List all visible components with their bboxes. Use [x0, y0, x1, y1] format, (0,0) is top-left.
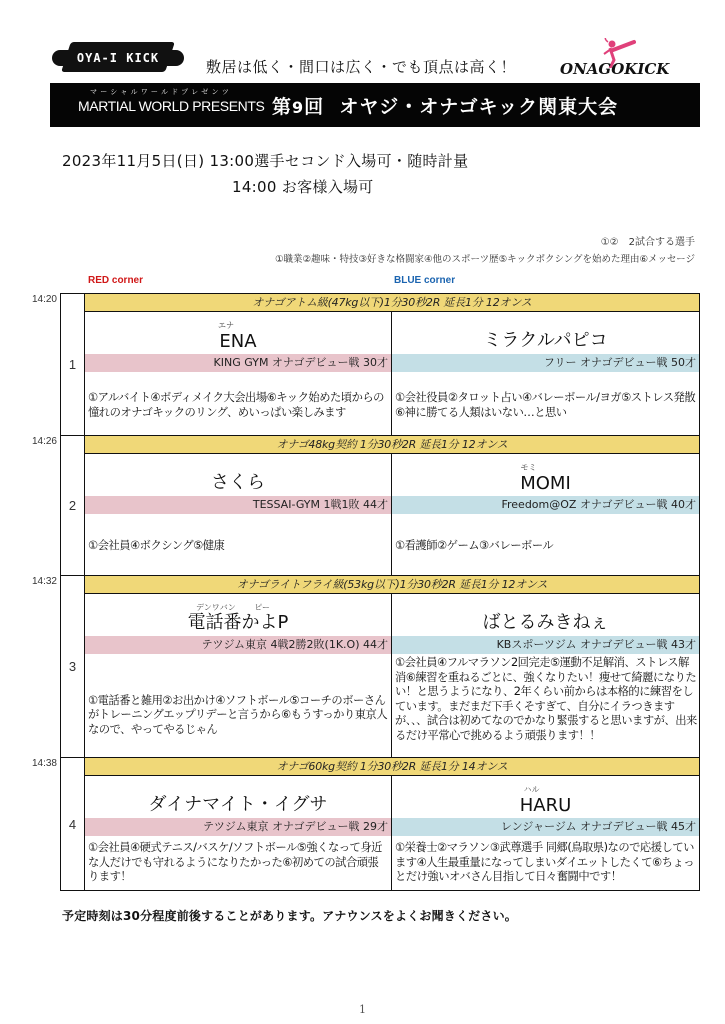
fighter-info: TESSAI-GYM 1戦1敗 44才	[85, 496, 391, 514]
event-title-bar	[50, 83, 700, 127]
fighter-ruby: モミ	[520, 463, 537, 472]
bout-content	[85, 436, 699, 575]
bout-corners	[85, 594, 699, 757]
fighter-name-block	[392, 594, 699, 636]
fighter-profile-text: ①アルバイト④ボディメイク大会出場⑥キック始めた頃からの憧れのオナゴキックのリング、めいっぱい楽しみます	[88, 391, 384, 419]
bout-rule: オナゴライトフライ級(53kg以下)1分30秒2R 延長1分 12オンス	[85, 576, 699, 594]
bout-content	[85, 758, 699, 890]
page-number: 1	[359, 1003, 366, 1016]
event-title	[272, 92, 618, 119]
presenter: MARTIAL WORLD PRESENTS	[78, 98, 265, 114]
fighter-info: フリー オナゴデビュー戦 50才	[392, 354, 699, 372]
fighter-profile	[85, 836, 391, 890]
fighter-profile	[85, 372, 391, 435]
bout-time: 14:38	[31, 758, 57, 769]
bout-number: 3	[61, 576, 85, 757]
bout-corners	[85, 454, 699, 575]
fighter-profile	[392, 654, 699, 757]
fighter-profile-text: ①会社員④硬式テニス/バスケ/ソフトボール⑤強くなって身近な人だけでも守れるようになりたかった⑥初めての試合頑張ります！	[88, 841, 382, 884]
bout-row	[31, 576, 699, 758]
bout-row	[31, 294, 699, 436]
fighter-profile	[392, 514, 699, 575]
fighter-profile-text: ①電話番と雑用②お出かけ④ソフトボール⑤コーチのボーさんがトレーニングエップリデーと言うから⑥もうすっかり東京人なので、やってやるじゃん	[88, 693, 388, 736]
onago-kick-logo-text	[560, 60, 669, 78]
bout-content	[85, 576, 699, 757]
blue-corner-fighter	[392, 454, 699, 575]
red-corner-fighter	[85, 594, 392, 757]
fighter-ruby: エナ	[218, 321, 234, 330]
fighter-name-block	[85, 454, 391, 496]
fighter-info: レンジャージム オナゴデビュー戦 45才	[392, 818, 699, 836]
edition-suffix: 回	[304, 96, 325, 118]
blue-corner-fighter	[392, 594, 699, 757]
blue-corner-fighter	[392, 776, 699, 890]
fighter-name-block	[85, 594, 391, 636]
bout-rule: オナゴ48kg契約 1分30秒2R 延長1分 12オンス	[85, 436, 699, 454]
profile-legend: ①職業②趣味・特技③好きな格闘家④他のスポーツ歴⑤キックボクシングを始めた理由⑥メッセージ	[274, 254, 695, 265]
fighter-name-block	[85, 776, 391, 818]
bout-time: 14:26	[31, 436, 57, 447]
bout-card-table	[31, 293, 700, 891]
fighter-info: KING GYM オナゴデビュー戦 30才	[85, 354, 391, 372]
blue-corner-fighter	[392, 312, 699, 435]
fighter-ruby: ハル	[523, 785, 540, 794]
fighter-name-block	[392, 312, 699, 354]
bout-rule: オナゴ60kg契約 1分30秒2R 延長1分 14オンス	[85, 758, 699, 776]
fighter-profile-text: ①会社役員②タロット占い④バレーボール/ヨガ⑤ストレス発散⑥神に勝てる人類はいない…と思い	[395, 391, 696, 419]
tagline: 敷居は低く・間口は広く・でも頂点は高く！	[206, 58, 517, 76]
doors-open-line: 14:00 お客様入場可	[232, 178, 374, 196]
fighter-info: Freedom@OZ オナゴデビュー戦 40才	[392, 496, 699, 514]
fighter-name-block	[392, 454, 699, 496]
bout-time: 14:32	[31, 576, 57, 587]
event-date-line: 2023年11月5日(日) 13:00選手セコンド入場可・随時計量	[62, 152, 469, 170]
fighter-name-block	[85, 312, 391, 354]
oyaji-kick-logo-text: OYA-I KICK	[76, 51, 160, 65]
bout-rule: オナゴアトム級(47kg以下)1分30秒2R 延長1分 12オンス	[85, 294, 699, 312]
bout-row	[31, 436, 699, 576]
fighter-profile-text: ①会社員④ボクシング⑤健康	[88, 539, 225, 553]
fighter-name-block	[392, 776, 699, 818]
fighter-ruby: デンワバン ピー	[195, 603, 271, 612]
double-bout-note: ①② 2試合する選手	[600, 237, 695, 248]
fighter-name: HARU	[519, 795, 572, 816]
fighter-name: ばとるみきねぇ	[482, 612, 609, 633]
fighter-name: ダイナマイト・イグサ	[148, 794, 328, 815]
fighter-name: さくら	[211, 472, 265, 493]
red-corner-fighter	[85, 312, 392, 435]
fighter-profile	[392, 836, 699, 890]
edition-prefix: 第	[272, 96, 293, 118]
red-corner-label: RED corner	[88, 275, 144, 286]
event-name: オヤジ・オナゴキック関東大会	[339, 96, 619, 118]
fighter-profile-text: ①看護師②ゲーム③バレーボール	[395, 539, 554, 553]
bout-corners	[85, 312, 699, 435]
bout-number: 4	[61, 758, 85, 890]
bout-content	[85, 294, 699, 435]
fighter-name: 電話番かよP	[187, 612, 289, 633]
bout-number: 1	[61, 294, 85, 435]
bout-corners	[85, 776, 699, 890]
bout-time: 14:20	[31, 294, 57, 305]
fighter-info: テツジム東京 4戦2勝2敗(1K.O) 44才	[85, 636, 391, 654]
schedule-disclaimer: 予定時刻は30分程度前後することがあります。アナウンスをよくお聞きください。	[62, 909, 517, 923]
fighter-name: ENA	[219, 331, 257, 352]
presenter-kana: マーシャルワールドプレゼンツ	[90, 88, 232, 96]
fighter-profile	[85, 654, 391, 757]
bout-row	[31, 758, 699, 890]
blue-corner-label: BLUE corner	[394, 275, 456, 286]
onago-kick-wordmark: ONAGOKICK	[560, 60, 670, 78]
fighter-profile-text: ①栄養士②マラソン③武尊選手 同郷(鳥取県)なので応援しています④人生最重量になってしまいダイエットしたくて⑥ちょっとだけ強いオバさん目指して日々奮闘中です！	[395, 841, 695, 884]
fighter-info: KBスポーツジム オナゴデビュー戦 43才	[392, 636, 699, 654]
bout-number: 2	[61, 436, 85, 575]
fighter-profile-text: ①会社員④フルマラソン2回完走⑤運動不足解消、ストレス解消⑥練習を重ねるごとに、強くなりたい！痩せて綺麗になりたい！と思うようになり、2年くらい前からは本格的に練習をしています。まだまだ下手くそすぎて、自分にイラつきますが、、、試合は初めてなのでかなり緊張すると思いますが、出来るだけ平常心で挑めるよう頑張ります！！	[395, 656, 697, 742]
red-corner-fighter	[85, 776, 392, 890]
fighter-profile	[392, 372, 699, 435]
edition-number: 9	[292, 98, 305, 117]
oyaji-kick-logo	[52, 40, 184, 76]
fighter-info: テツジム東京 オナゴデビュー戦 29才	[85, 818, 391, 836]
fighter-name: ミラクルパピコ	[483, 330, 608, 351]
onago-kick-logo	[560, 38, 700, 82]
fighter-name: MOMI	[520, 473, 571, 494]
fighter-profile	[85, 514, 391, 575]
red-corner-fighter	[85, 454, 392, 575]
